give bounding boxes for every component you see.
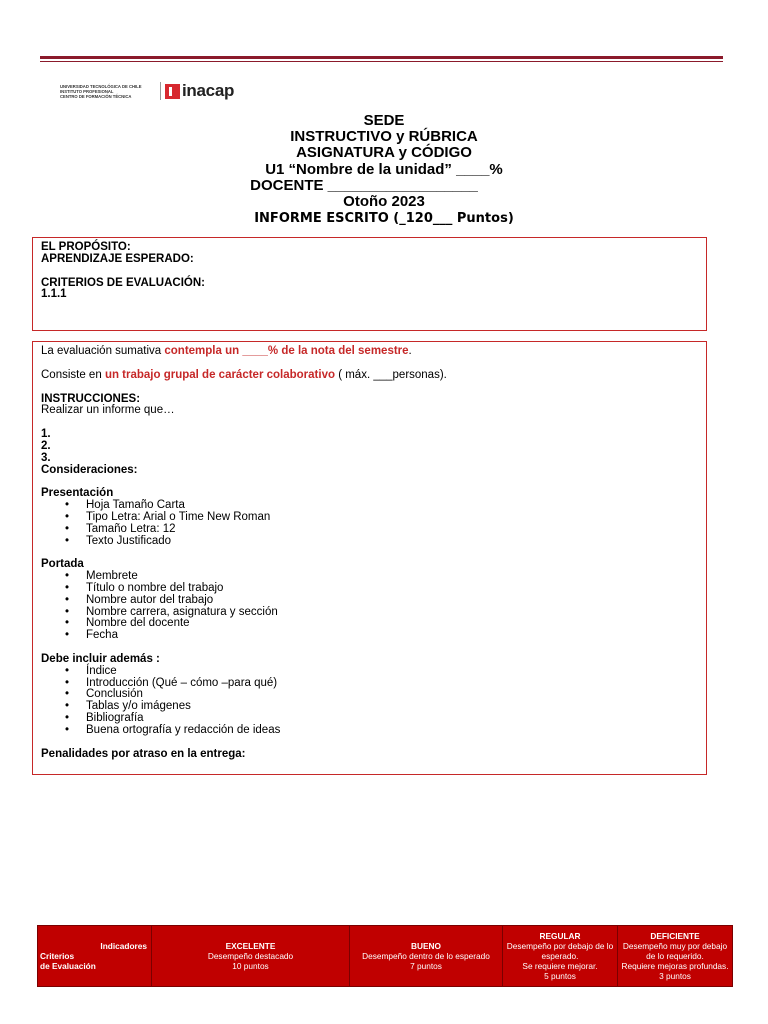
document-title: [0, 113, 768, 228]
level-desc: Requiere mejoras profundas.: [621, 961, 729, 971]
list-item: • Introducción (Qué – cómo –para qué): [86, 678, 698, 690]
rubric-level-bueno: [350, 926, 503, 987]
utch-line: UNIVERSIDAD TECNOLÓGICA DE CHILE: [60, 83, 142, 89]
rubric-level-excelente: [152, 926, 350, 987]
consists-sentence: [41, 370, 698, 382]
rubric-table: [37, 925, 733, 987]
evaluation-suffix: .: [408, 345, 412, 357]
list-item: • Nombre autor del trabajo: [86, 595, 698, 607]
cover-list: [41, 571, 698, 642]
list-item: • Tipo Letra: Arial o Time New Roman: [86, 512, 698, 524]
presentation-heading: Presentación: [41, 487, 114, 500]
consists-suffix: ( máx. ___personas).: [335, 368, 447, 381]
list-item: • Fecha: [86, 630, 698, 642]
consists-prefix: Consiste en: [41, 368, 105, 381]
list-item: • Membrete: [86, 571, 698, 583]
list-item: • Título o nombre del trabajo: [86, 583, 698, 595]
list-item: • Índice: [86, 666, 698, 678]
title-sede: SEDE: [363, 112, 405, 129]
utch-line: INSTITUTO PROFESIONAL: [60, 88, 114, 94]
list-item: • Buena ortografía y redacción de ideas: [86, 725, 698, 737]
level-name: EXCELENTE: [225, 941, 276, 951]
level-desc: Desempeño por debajo de lo esperado.: [506, 941, 614, 961]
header-rule-thick: [40, 56, 723, 59]
title-periodo: Otoño 2023: [343, 193, 425, 211]
rubric-corner-cell: [38, 926, 152, 987]
evaluation-highlight: contempla un ____% de la nota del semestre: [164, 345, 409, 357]
list-item: • Tamaño Letra: 12: [86, 524, 698, 536]
list-item: • Hoja Tamaño Carta: [86, 500, 698, 512]
inacap-logo-icon: [165, 84, 180, 99]
title-informe: INFORME ESCRITO (_120___ Puntos): [254, 211, 514, 227]
level-points: 5 puntos: [544, 971, 576, 981]
evaluation-sentence: [41, 346, 698, 358]
list-item: • Tablas y/o imágenes: [86, 701, 698, 713]
header-rule-thin: [40, 61, 723, 62]
logo-divider: [160, 82, 161, 100]
purpose-box: [32, 237, 707, 331]
utch-logo-text: [60, 84, 156, 99]
level-desc: Se requiere mejorar.: [522, 961, 598, 971]
level-points: 7 puntos: [410, 961, 442, 971]
title-asignatura: ASIGNATURA y CÓDIGO: [296, 144, 472, 162]
title-instructivo: INSTRUCTIVO y RÚBRICA: [290, 128, 478, 146]
include-heading: Debe incluir además :: [41, 652, 160, 665]
list-item: • Bibliografía: [86, 713, 698, 725]
level-name: REGULAR: [539, 931, 581, 941]
purpose-label: EL PROPÓSITO:: [41, 241, 131, 253]
title-unidad: U1 “Nombre de la unidad” ____%: [265, 160, 503, 178]
logo-header: [60, 80, 234, 102]
level-desc: Desempeño muy por debajo de lo requerido.: [622, 941, 728, 961]
list-item: • Texto Justificado: [86, 536, 698, 548]
utch-line: CENTRO DE FORMACIÓN TÉCNICA: [60, 93, 132, 99]
level-name: BUENO: [411, 941, 441, 951]
consists-highlight: un trabajo grupal de carácter colaborativo: [104, 368, 335, 381]
cover-heading: Portada: [41, 558, 84, 571]
evaluation-prefix: La evaluación sumativa: [41, 345, 165, 357]
level-name: DEFICIENTE: [650, 931, 700, 941]
criteria-label-2: de Evaluación: [40, 961, 96, 971]
expected-learning-label: APRENDIZAJE ESPERADO:: [41, 252, 194, 265]
indicators-label: Indicadores: [100, 941, 147, 951]
include-list: [41, 666, 698, 737]
instructions-text: Realizar un informe que…: [41, 404, 175, 417]
level-desc: Desempeño destacado: [207, 951, 294, 961]
list-item: • Nombre del docente: [86, 618, 698, 630]
criteria-label-1: Criterios: [40, 951, 75, 961]
considerations-heading: Consideraciones:: [41, 463, 138, 476]
presentation-list: [41, 500, 698, 547]
list-item: • Conclusión: [86, 689, 698, 701]
step-item: 1.: [41, 428, 51, 441]
list-item: • Nombre carrera, asignatura y sección: [86, 607, 698, 619]
inacap-logo: [165, 81, 234, 101]
rubric-header-row: [38, 926, 733, 987]
rubric-level-regular: [503, 926, 618, 987]
title-docente: DOCENTE __________________: [250, 176, 478, 194]
instructions-heading: INSTRUCCIONES:: [41, 392, 141, 405]
penalties-heading: Penalidades por atraso en la entrega:: [41, 747, 246, 760]
criteria-label: CRITERIOS DE EVALUACIÓN:: [41, 276, 205, 289]
inacap-logo-text: inacap: [182, 81, 235, 100]
criteria-item: 1.1.1: [41, 288, 67, 301]
instructions-box: [32, 341, 707, 775]
rubric-level-deficiente: [618, 926, 733, 987]
level-points: 3 puntos: [659, 971, 691, 981]
level-desc: Desempeño dentro de lo esperado: [362, 951, 490, 961]
level-points: 10 puntos: [232, 961, 269, 971]
step-item: 3.: [41, 451, 51, 464]
step-item: 2.: [41, 439, 51, 452]
